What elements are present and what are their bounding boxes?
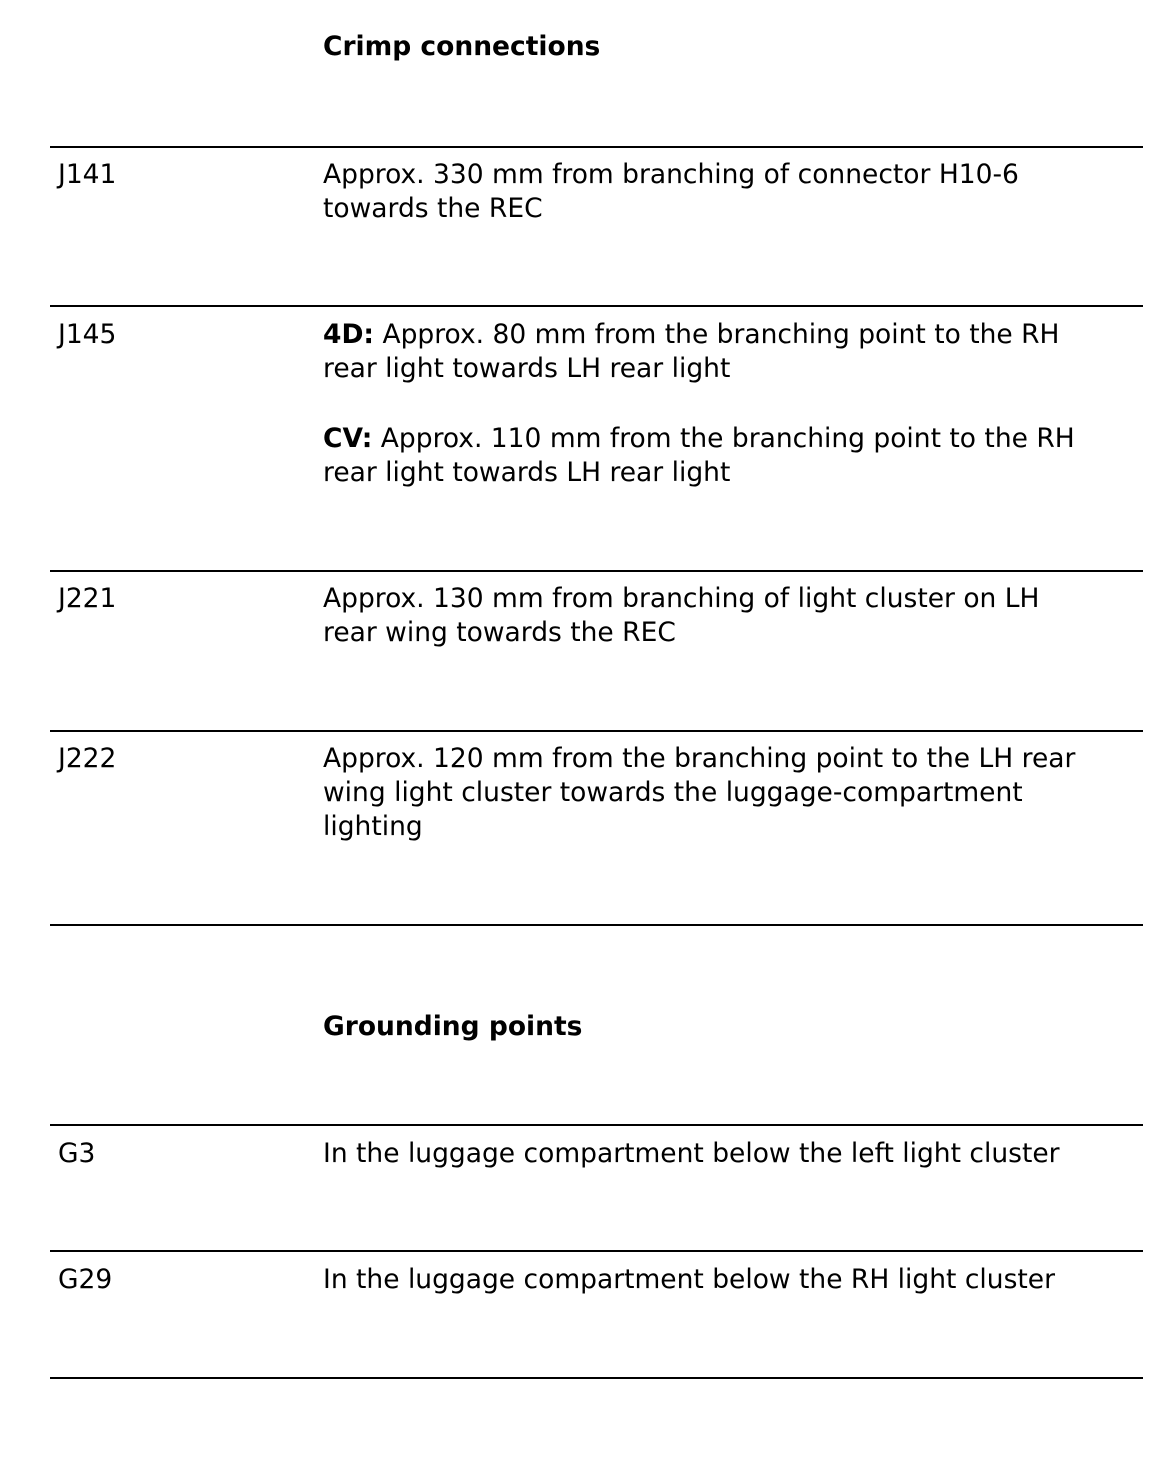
description-text: Approx. 330 mm from branching of connector H10-6 towards the REC xyxy=(323,159,1019,224)
table-rule xyxy=(50,305,1143,307)
connection-code: J221 xyxy=(58,583,117,614)
connection-code: J145 xyxy=(58,319,117,350)
description-text: Approx. 120 mm from the branching point to the LH rear wing light cluster towards the luggage-compartment lighting xyxy=(323,743,1076,842)
description-paragraph xyxy=(323,582,1138,650)
description-paragraph xyxy=(323,742,1138,844)
table-rule xyxy=(50,730,1143,732)
description-paragraph xyxy=(323,1137,1138,1171)
table-rule xyxy=(50,570,1143,572)
connection-description xyxy=(323,318,1138,490)
description-text: In the luggage compartment below the RH light cluster xyxy=(323,1264,1055,1295)
description-text: Approx. 110 mm from the branching point to the RH rear light towards LH rear light xyxy=(323,423,1075,488)
crimp-connections-heading: Crimp connections xyxy=(323,31,601,62)
description-paragraph xyxy=(323,318,1138,386)
description-text: In the luggage compartment below the left light cluster xyxy=(323,1138,1060,1169)
table-rule xyxy=(50,146,1143,148)
variant-prefix: CV: xyxy=(323,423,373,454)
connection-code: J141 xyxy=(58,159,117,190)
description-paragraph xyxy=(323,158,1138,226)
grounding-code: G3 xyxy=(58,1138,96,1169)
connection-description xyxy=(323,582,1138,650)
table-rule xyxy=(50,1124,1143,1126)
table-rule xyxy=(50,924,1143,926)
connection-code: J222 xyxy=(58,743,117,774)
connection-description xyxy=(323,742,1138,844)
grounding-code: G29 xyxy=(58,1264,113,1295)
connection-description xyxy=(323,158,1138,226)
table-rule xyxy=(50,1377,1143,1379)
description-paragraph xyxy=(323,422,1138,490)
variant-prefix: 4D: xyxy=(323,319,375,350)
grounding-points-heading: Grounding points xyxy=(323,1011,583,1042)
table-rule xyxy=(50,1250,1143,1252)
description-text: Approx. 130 mm from branching of light cluster on LH rear wing towards the REC xyxy=(323,583,1040,648)
description-text: Approx. 80 mm from the branching point to the RH rear light towards LH rear light xyxy=(323,319,1060,384)
description-paragraph xyxy=(323,1263,1138,1297)
grounding-description xyxy=(323,1137,1138,1171)
grounding-description xyxy=(323,1263,1138,1297)
